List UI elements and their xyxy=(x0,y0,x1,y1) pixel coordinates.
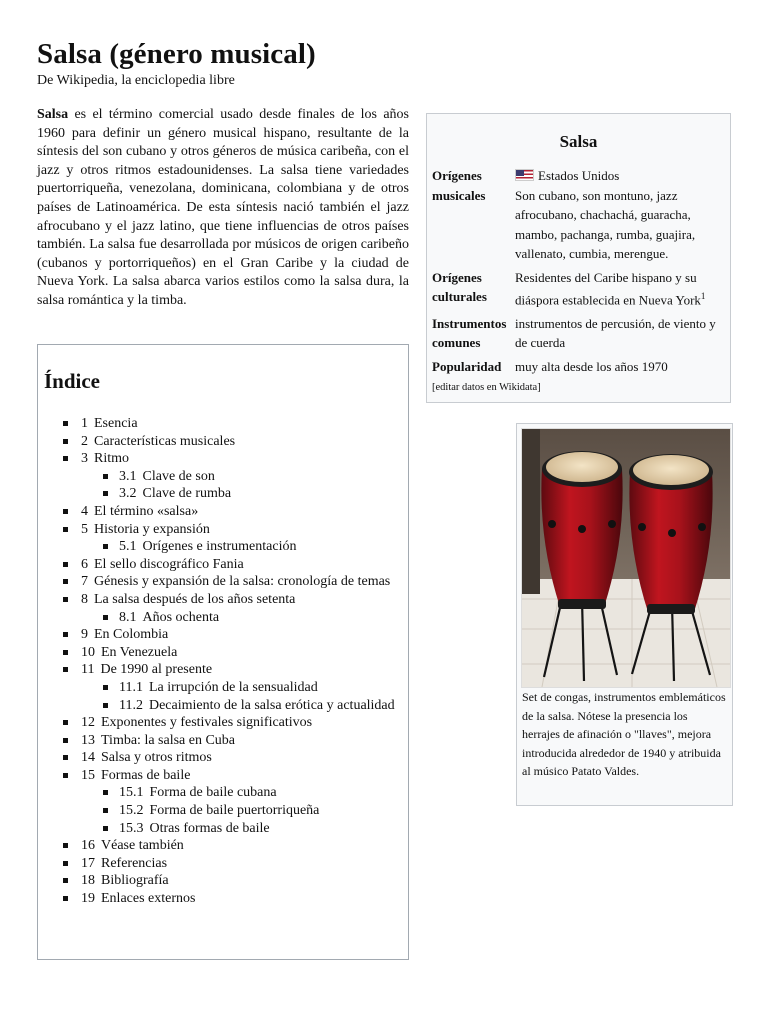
toc-item-number: 5 xyxy=(81,521,88,537)
toc-entry xyxy=(81,661,404,679)
infobox-row xyxy=(432,355,725,379)
toc-item-number: 9 xyxy=(81,627,88,643)
toc-entry xyxy=(81,415,404,433)
toc-item-number: 16 xyxy=(81,838,95,854)
infobox-value xyxy=(512,266,725,312)
toc-entry xyxy=(81,732,404,750)
page-title: Salsa (género musical) xyxy=(37,38,316,70)
toc-item-number: 5.1 xyxy=(119,539,137,555)
toc-item-text[interactable]: Historia y expansión xyxy=(94,521,210,537)
infobox-value-text: Son cubano, son montuno, jazz afrocubano, chachachá, guaracha, mambo, pachanga, rumba, guajira, vallenato, cumbia, merengue. xyxy=(515,187,696,261)
infobox-value-text: Residentes del Caribe hispano y su diáspora establecida en Nueva York xyxy=(515,269,701,308)
toc-item-number: 8 xyxy=(81,591,88,607)
toc-entry xyxy=(81,749,404,767)
toc-entry xyxy=(81,872,404,890)
toc-entry xyxy=(119,820,404,838)
toc-entry xyxy=(81,433,404,451)
toc-entry xyxy=(119,784,404,802)
toc-entry xyxy=(119,609,404,627)
toc-item-number: 3.1 xyxy=(119,468,137,484)
toc-entry xyxy=(81,503,404,521)
toc-item[interactable] xyxy=(38,433,410,451)
infobox-label: Orígenes culturales xyxy=(432,269,487,304)
infobox-value: instrumentos de percusión, de viento y de cuerda xyxy=(515,315,716,351)
toc-item-text[interactable]: Forma de baile cubana xyxy=(149,785,277,801)
toc-item-text[interactable]: De 1990 al presente xyxy=(100,662,213,678)
toc-item-number: 15.3 xyxy=(119,820,144,836)
infobox-label: Orígenes musicales xyxy=(432,168,486,203)
toc-entry xyxy=(119,697,404,715)
toc-entry xyxy=(81,521,404,539)
toc-item-number: 12 xyxy=(81,715,95,731)
toc-list xyxy=(38,415,410,908)
toc-item-number: 11.2 xyxy=(119,697,143,713)
conga-drums-illustration xyxy=(522,429,730,687)
toc-item[interactable] xyxy=(38,855,410,873)
intro-text: es el término comercial usado desde finales de los años 1960 para definir un género musical hispano, resultante de la síntesis del son cubano y otros géneros de música caribeña, con el jazz y otros ritmos estadounidenses. La salsa tiene variedades puertorriqueña, venezolana, dominicana, colombiana y de otros países de Latinoamérica. De esta síntesis nació también el jazz afrocubano y el jazz latino, que tiene influencias de otros países también. La salsa fue desarrollada por músicos de origen caribeño (cubanos y portorriqueños) en el Gran Caribe y la ciudad de Nueva York. La salsa abarca varios estilos como la salsa dura, la salsa romántica y la timba. xyxy=(37,107,409,308)
toc-item[interactable] xyxy=(38,749,410,767)
toc-item-text[interactable]: En Colombia xyxy=(94,627,169,643)
toc-item-text[interactable]: Génesis y expansión de la salsa: cronología de temas xyxy=(94,574,391,590)
toc-item-number: 6 xyxy=(81,556,88,572)
toc-item-number: 17 xyxy=(81,855,95,871)
toc-item-text[interactable]: Forma de baile puertorriqueña xyxy=(149,803,320,819)
toc-item[interactable] xyxy=(38,468,410,486)
toc-item[interactable] xyxy=(38,714,410,732)
toc-entry xyxy=(81,714,404,732)
toc-item-text[interactable]: Orígenes e instrumentación xyxy=(142,539,297,555)
toc-entry xyxy=(81,890,404,908)
toc-entry xyxy=(81,626,404,644)
toc-entry xyxy=(119,802,404,820)
toc-entry xyxy=(119,468,404,486)
infobox-row xyxy=(432,312,725,355)
toc-item-text[interactable]: Bibliografía xyxy=(101,873,169,889)
toc-item[interactable] xyxy=(38,820,410,838)
toc-item-number: 15.1 xyxy=(119,785,144,801)
toc-item-text[interactable]: Exponentes y festivales significativos xyxy=(101,715,313,731)
toc-item-number: 10 xyxy=(81,644,95,660)
toc-item-text[interactable]: Otras formas de baile xyxy=(149,820,270,836)
toc-title: Índice xyxy=(44,369,101,393)
edit-wikidata-link[interactable]: [editar datos en Wikidata] xyxy=(432,382,541,394)
toc-item[interactable] xyxy=(38,485,410,503)
reference-link[interactable]: 1 xyxy=(700,291,706,301)
toc-item-number: 14 xyxy=(81,750,95,766)
toc-entry xyxy=(81,450,404,468)
toc-item-text[interactable]: La irrupción de la sensualidad xyxy=(148,679,318,695)
toc-entry xyxy=(81,573,404,591)
toc-entry xyxy=(81,556,404,574)
infobox-flag-country[interactable]: Estados Unidos xyxy=(538,168,620,183)
toc-item-text[interactable]: Decaimiento de la salsa erótica y actualidad xyxy=(148,697,395,713)
toc-item-number: 18 xyxy=(81,873,95,889)
toc-item[interactable] xyxy=(38,784,410,802)
toc-item-number: 15 xyxy=(81,767,95,783)
toc-item-number: 7 xyxy=(81,574,88,590)
toc-item-number: 11 xyxy=(81,662,95,678)
toc-item[interactable] xyxy=(38,450,410,468)
toc-item-number: 4 xyxy=(81,503,88,519)
intro-paragraph xyxy=(37,106,409,311)
toc-item[interactable] xyxy=(38,415,410,433)
toc-item-text[interactable]: Salsa y otros ritmos xyxy=(101,750,212,766)
toc-item-text[interactable]: El término «salsa» xyxy=(94,503,199,519)
toc-item[interactable] xyxy=(38,609,410,627)
toc-item[interactable] xyxy=(38,644,410,662)
toc-item[interactable] xyxy=(38,503,410,521)
conga-drums-image[interactable] xyxy=(521,428,731,688)
toc-item[interactable] xyxy=(38,626,410,644)
toc-item-number: 19 xyxy=(81,891,95,907)
toc-item-text[interactable]: Ritmo xyxy=(94,451,130,467)
toc-entry xyxy=(119,485,404,503)
toc-item-text[interactable]: Referencias xyxy=(101,855,168,871)
infobox-value xyxy=(512,164,725,266)
intro-bold-term: Salsa xyxy=(37,107,69,122)
toc-item-text[interactable]: Clave de rumba xyxy=(142,486,232,502)
toc-item-number: 2 xyxy=(81,433,88,449)
toc-item[interactable] xyxy=(38,591,410,609)
toc-item[interactable] xyxy=(38,872,410,890)
toc-item-text[interactable]: Características musicales xyxy=(94,433,236,449)
infobox-title: Salsa xyxy=(559,132,598,151)
toc-entry xyxy=(81,644,404,662)
toc-entry xyxy=(81,855,404,873)
toc-item[interactable] xyxy=(38,661,410,679)
toc-item-text[interactable]: Esencia xyxy=(94,416,138,431)
toc-item[interactable] xyxy=(38,732,410,750)
toc-item[interactable] xyxy=(38,697,410,715)
toc-item-text[interactable]: Timba: la salsa en Cuba xyxy=(101,732,236,748)
toc-item-text[interactable]: La salsa después de los años setenta xyxy=(94,591,296,607)
toc-item[interactable] xyxy=(38,802,410,820)
toc-item[interactable] xyxy=(38,573,410,591)
us-flag-icon xyxy=(515,169,534,181)
toc-item-text[interactable]: Formas de baile xyxy=(101,767,191,783)
toc-item[interactable] xyxy=(38,679,410,697)
infobox-label: Popularidad xyxy=(432,358,502,374)
toc-item-text[interactable]: Clave de son xyxy=(142,468,215,484)
toc-entry xyxy=(81,837,404,855)
table-of-contents xyxy=(37,344,409,960)
toc-item-text[interactable]: Véase también xyxy=(101,838,184,854)
toc-entry xyxy=(119,538,404,556)
page-subtitle: De Wikipedia, la enciclopedia libre xyxy=(37,73,235,88)
toc-item-number: 3.2 xyxy=(119,486,137,502)
infobox-label: Instrumentos comunes xyxy=(432,315,507,351)
toc-item-text[interactable]: En Venezuela xyxy=(101,644,178,660)
infobox-value: muy alta desde los años 1970 xyxy=(515,358,668,374)
toc-item[interactable] xyxy=(38,890,410,908)
infobox-row xyxy=(432,266,725,312)
toc-item-text[interactable]: El sello discográfico Fania xyxy=(94,556,244,572)
toc-entry xyxy=(81,591,404,609)
toc-item-text[interactable]: Años ochenta xyxy=(142,609,220,625)
toc-item-number: 13 xyxy=(81,732,95,748)
image-thumbnail xyxy=(516,423,733,806)
toc-item-text[interactable]: Enlaces externos xyxy=(101,891,196,907)
toc-item[interactable] xyxy=(38,538,410,556)
toc-item-number: 3 xyxy=(81,451,88,467)
toc-item[interactable] xyxy=(38,521,410,539)
image-caption: Set de congas, instrumentos emblemáticos de la salsa. Nótese la presencia los herrajes de afinación o "llaves", mejora introducida alrededor de 1940 y atribuida al músico Patato Valdes. xyxy=(522,690,726,778)
toc-item[interactable] xyxy=(38,556,410,574)
toc-entry xyxy=(119,679,404,697)
toc-item-number: 11.1 xyxy=(119,679,143,695)
toc-entry xyxy=(81,767,404,785)
infobox-row xyxy=(432,164,725,266)
toc-item[interactable] xyxy=(38,837,410,855)
infobox xyxy=(426,113,731,403)
toc-item-number: 1 xyxy=(81,416,88,431)
toc-item-number: 15.2 xyxy=(119,803,144,819)
toc-item[interactable] xyxy=(38,767,410,785)
infobox-table xyxy=(432,164,725,378)
toc-item-number: 8.1 xyxy=(119,609,137,625)
